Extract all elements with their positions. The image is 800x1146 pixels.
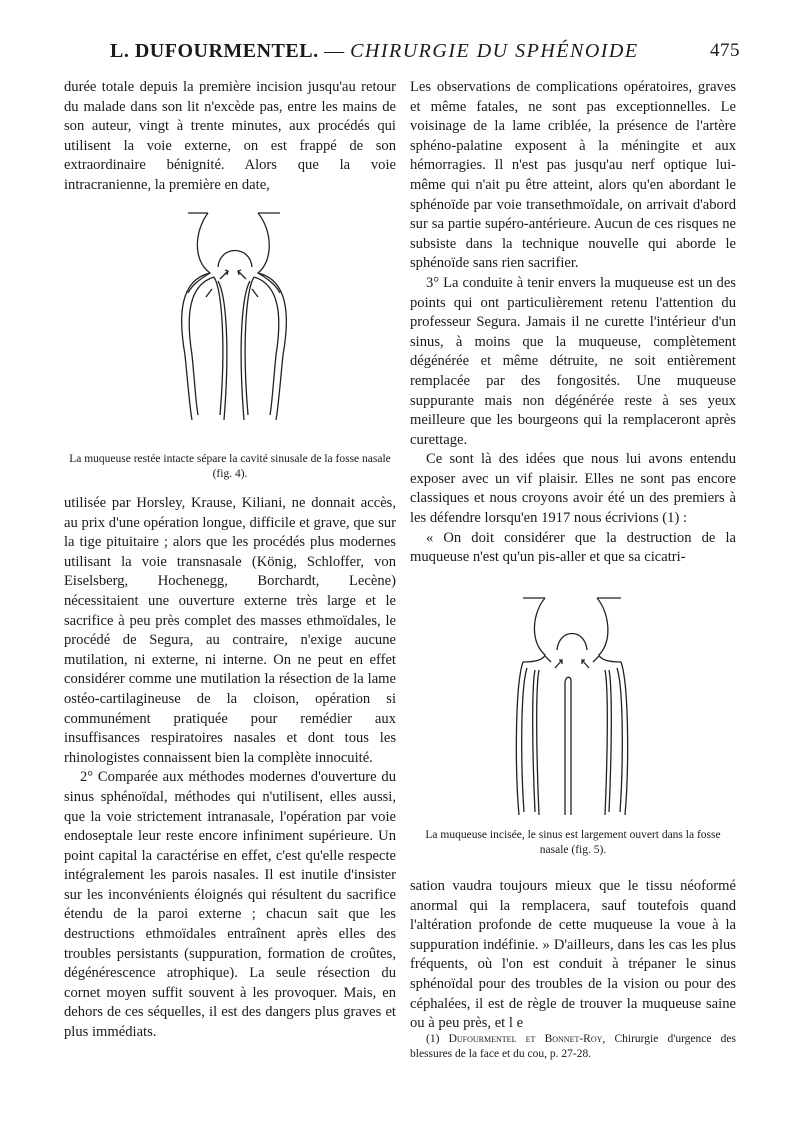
left-paragraph-1: durée totale depuis la première incision jusqu'au retour du malade dans son lit n'excède pas, entre les mains de son auteur, vingt à trente minutes, aux procédés qui utilisent la voie externe, on est frappé de son extraordinaire bénignité. Alors que la voie intracranienne, la première en date, <box>64 79 396 193</box>
right-paragraph-5: sation vaudra toujours mieux que le tissu néoformé anormal qui la remplacera, sauf toutefois quand l'altération profonde de cette muqueuse la voue à la suppuration indéfinie. » D'ailleurs, dans les cas les plus fréquents, où l'on est conduit à trépaner le sinus sphénoïdal pour des troubles de la vision ou pour des céphalées, il est de règle de trouver la muqueuse saine ou à peu près, et l e <box>410 878 736 1032</box>
header-dash: — <box>324 40 345 62</box>
figure-5-caption: La muqueuse incisée, le sinus est largement ouvert dans la fosse nasale (fig. 5). <box>425 829 721 856</box>
footnote-authors: Dufourmentel et Bonnet-Roy, <box>448 1033 606 1045</box>
figure-4 <box>170 205 310 435</box>
right-paragraph-3: Ce sont là des idées que nous lui avons entendu exposer avec un vif plaisir. Elles ne sont pas encore classiques et nous croyons avoir été un des premiers à les défendre lorsqu'en 1917 nous écrivions (1) : <box>410 451 736 527</box>
figure-4-drawing <box>170 205 310 435</box>
right-paragraph-1: Les observations de complications opératoires, graves et même fatales, ne sont pas exceptionnelles. Le voisinage de la lame criblée, la présence de l'artère sphéno-palatine exposent à la méningite et aux hémorragies. Il n'est pas jusqu'au nerf optique lui-même qui n'ait pu être atteint, alors qu'en abordant le sphénoïde par voie transethmoïdale, on arrivait d'abord sur sa partie supéro-antérieure. Aucun de ces risques ne subsiste dans la technique nouvelle qui aborde le sphénoïde sans rien sacrifier. <box>410 79 736 272</box>
right-column-top <box>410 78 736 568</box>
right-paragraph-4: « On doit considérer que la destruction de la muqueuse n'est qu'un pis-aller et que sa cicatri- <box>410 529 736 566</box>
page-number: 475 <box>710 40 740 61</box>
right-column-bottom <box>410 877 736 1034</box>
footnote-marker: (1) <box>426 1033 440 1045</box>
footnote <box>410 1032 736 1062</box>
figure-5-drawing <box>505 590 655 820</box>
running-header <box>110 40 740 63</box>
left-column-bottom <box>64 494 396 1043</box>
left-paragraph-2: utilisée par Horsley, Krause, Kiliani, ne donnait accès, au prix d'une opération longue, difficile et grave, que sur la tige pituitaire ; alors que les procédés plus modernes utilisant la voie transnasale (König, Schloffer, von Eiselsberg, Hochenegg, Borchardt, Lecène) nécessitaient une ouverture externe très large et le sacrifice à peu près complet des masses ethmoïdales, le procédé de Segura, au contraire, n'exige aucune mutilation, ni externe, ni interne. On ne peut en effet considérer comme une mutilation la résection de la lame ostéo-cartilagineuse de la cloison, opération si communément pratiquée pour remédier aux insuffisances respiratoires nasales et dont tous les rhinologistes connaissent bien la complète innocuité. <box>64 495 396 766</box>
figure-4-caption: La muqueuse restée intacte sépare la cavité sinusale de la fosse nasale (fig. 4). <box>69 453 391 480</box>
header-title: CHIRURGIE DU SPHÉNOIDE <box>350 40 639 62</box>
header-author: L. DUFOURMENTEL. <box>110 40 319 62</box>
left-paragraph-3: 2° Comparée aux méthodes modernes d'ouverture du sinus sphénoïdal, méthodes qui n'utilisent, elles aussi, que la voie strictement intranasale, l'opération par voie endoseptale leur reste encore infiniment supérieure. Un point capital la caractérise en effet, c'est qu'elle respecte intégralement les parois nasales. Il est inutile d'insister sur les inconvénients éloignés qui résultent du sacrifice étendu de la paroi externe ; chacun sait que les destructions ethmoïdales entraînent après elles des troubles persistants (suppuration, formation de croûtes, dégénérescence atrophique). La seule résection du cornet moyen suffit souvent à les provoquer. Mais, en dehors de ces séquelles, il est des dangers plus graves et plus immédiats. <box>64 769 396 1041</box>
footnote-text <box>410 1032 736 1062</box>
right-paragraph-2: 3° La conduite à tenir envers la muqueuse est un des points qui ont particulièrement retenu l'attention du professeur Segura. Jamais il ne curette l'intérieur d'un sinus, à moins que la muqueuse, complètement dégénérée et même détruite, ne soit entièrement remplacée par des fongosités. Une muqueuse suppurante mais non dégénérée reste à ses yeux meilleure que les bourgeons qui la remplaceront après curettage. <box>410 274 736 448</box>
figure-5 <box>505 590 655 820</box>
footnote-reference: Chirurgie d'urgence des blessures de la face et du cou, p. 27-28. <box>410 1033 736 1060</box>
left-column-top <box>64 78 396 196</box>
